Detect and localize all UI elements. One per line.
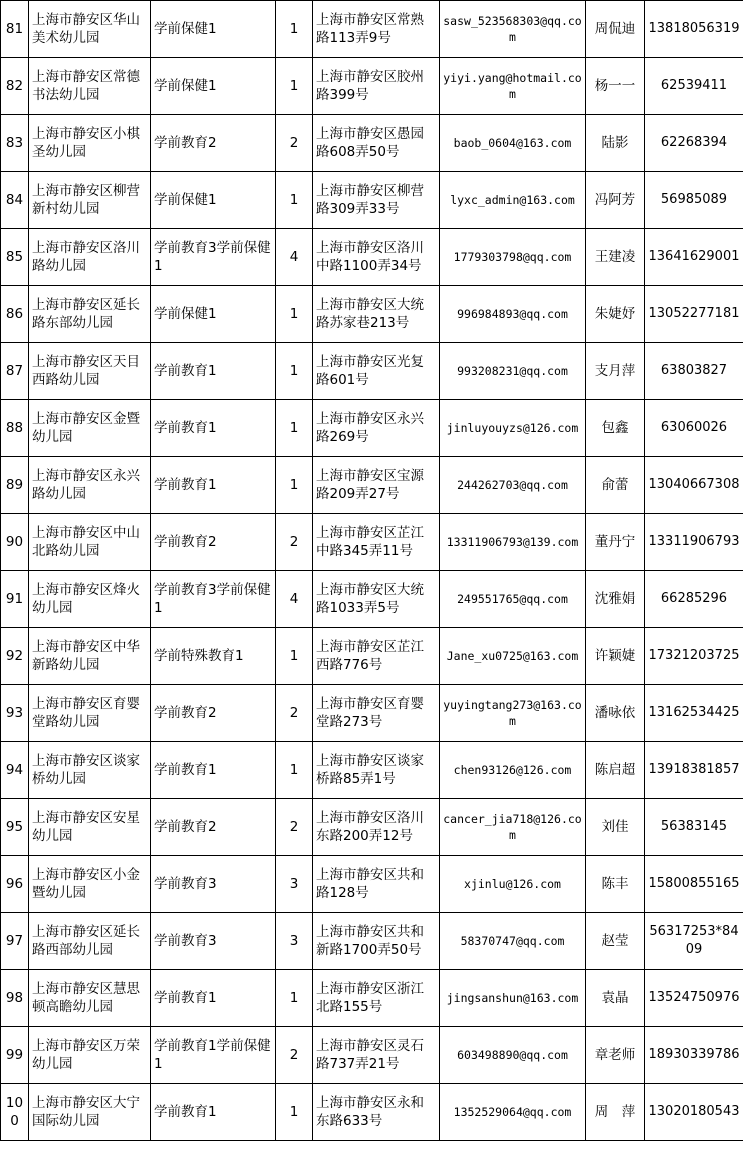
address-cell: 上海市静安区宝源路209弄27号 [313,457,440,514]
discipline-cell: 学前保健1 [151,58,276,115]
row-number-cell: 91 [1,571,29,628]
kindergarten-name-cell: 上海市静安区永兴路幼儿园 [29,457,151,514]
contact-person-cell: 袁晶 [586,970,645,1027]
table-row [1,571,743,628]
table-row [1,343,743,400]
row-number-cell: 99 [1,1027,29,1084]
contact-person-cell: 冯阿芳 [586,172,645,229]
table-row [1,1027,743,1084]
count-cell: 4 [276,571,313,628]
discipline-cell: 学前教育1 [151,343,276,400]
discipline-cell: 学前教育1 [151,400,276,457]
table-row [1,286,743,343]
email-cell: 996984893@qq.com [440,286,586,343]
contact-person-cell: 周 萍 [586,1084,645,1141]
table-body [1,1,743,1141]
address-cell: 上海市静安区共和新路1700弄50号 [313,913,440,970]
count-cell: 2 [276,514,313,571]
phone-cell: 63803827 [645,343,743,400]
count-cell: 1 [276,457,313,514]
kindergarten-name-cell: 上海市静安区中山北路幼儿园 [29,514,151,571]
email-cell: cancer_jia718@126.com [440,799,586,856]
count-cell: 1 [276,1,313,58]
phone-cell: 17321203725 [645,628,743,685]
table-row [1,1,743,58]
phone-cell: 13641629001 [645,229,743,286]
count-cell: 1 [276,400,313,457]
discipline-cell: 学前保健1 [151,172,276,229]
phone-cell: 62539411 [645,58,743,115]
contact-person-cell: 陆影 [586,115,645,172]
address-cell: 上海市静安区灵石路737弄21号 [313,1027,440,1084]
table-row [1,229,743,286]
email-cell: xjinlu@126.com [440,856,586,913]
contact-person-cell: 陈启超 [586,742,645,799]
count-cell: 1 [276,172,313,229]
kindergarten-name-cell: 上海市静安区小金暨幼儿园 [29,856,151,913]
discipline-cell: 学前教育1 [151,742,276,799]
phone-cell: 62268394 [645,115,743,172]
count-cell: 1 [276,343,313,400]
contact-person-cell: 刘佳 [586,799,645,856]
row-number-cell: 89 [1,457,29,514]
discipline-cell: 学前教育3 [151,913,276,970]
phone-cell: 13524750976 [645,970,743,1027]
row-number-cell: 88 [1,400,29,457]
count-cell: 1 [276,286,313,343]
contact-person-cell: 俞蕾 [586,457,645,514]
kindergarten-name-cell: 上海市静安区延长路西部幼儿园 [29,913,151,970]
discipline-cell: 学前教育3学前保健1 [151,229,276,286]
table-row [1,913,743,970]
discipline-cell: 学前教育2 [151,514,276,571]
phone-cell: 15800855165 [645,856,743,913]
contact-person-cell: 董丹宁 [586,514,645,571]
address-cell: 上海市静安区芷江中路345弄11号 [313,514,440,571]
kindergarten-name-cell: 上海市静安区金暨幼儿园 [29,400,151,457]
row-number-cell: 96 [1,856,29,913]
discipline-cell: 学前保健1 [151,286,276,343]
table-row [1,172,743,229]
table-row [1,457,743,514]
discipline-cell: 学前教育1学前保健1 [151,1027,276,1084]
table-row [1,514,743,571]
count-cell: 1 [276,628,313,685]
address-cell: 上海市静安区芷江西路776号 [313,628,440,685]
count-cell: 3 [276,856,313,913]
address-cell: 上海市静安区永和东路633号 [313,1084,440,1141]
count-cell: 4 [276,229,313,286]
kindergarten-name-cell: 上海市静安区育婴堂路幼儿园 [29,685,151,742]
address-cell: 上海市静安区大统路苏家巷213号 [313,286,440,343]
address-cell: 上海市静安区谈家桥路85弄1号 [313,742,440,799]
count-cell: 3 [276,913,313,970]
discipline-cell: 学前教育1 [151,1084,276,1141]
count-cell: 2 [276,115,313,172]
address-cell: 上海市静安区胶州路399号 [313,58,440,115]
contact-person-cell: 赵莹 [586,913,645,970]
discipline-cell: 学前教育2 [151,115,276,172]
kindergarten-name-cell: 上海市静安区洛川路幼儿园 [29,229,151,286]
address-cell: 上海市静安区愚园路608弄50号 [313,115,440,172]
address-cell: 上海市静安区洛川中路1100弄34号 [313,229,440,286]
contact-person-cell: 章老师 [586,1027,645,1084]
discipline-cell: 学前教育3学前保健1 [151,571,276,628]
email-cell: 249551765@qq.com [440,571,586,628]
discipline-cell: 学前教育1 [151,457,276,514]
row-number-cell: 100 [1,1084,29,1141]
table-row [1,400,743,457]
address-cell: 上海市静安区共和路128号 [313,856,440,913]
phone-cell: 13918381857 [645,742,743,799]
kindergarten-name-cell: 上海市静安区华山美术幼儿园 [29,1,151,58]
count-cell: 2 [276,1027,313,1084]
address-cell: 上海市静安区洛川东路200弄12号 [313,799,440,856]
discipline-cell: 学前教育2 [151,799,276,856]
email-cell: lyxc_admin@163.com [440,172,586,229]
count-cell: 1 [276,58,313,115]
phone-cell: 63060026 [645,400,743,457]
table-row [1,799,743,856]
table-row [1,1084,743,1141]
contact-person-cell: 王建凌 [586,229,645,286]
kindergarten-name-cell: 上海市静安区烽火幼儿园 [29,571,151,628]
address-cell: 上海市静安区柳营路309弄33号 [313,172,440,229]
table-row [1,628,743,685]
kindergarten-name-cell: 上海市静安区柳营新村幼儿园 [29,172,151,229]
email-cell: 13311906793@139.com [440,514,586,571]
count-cell: 1 [276,970,313,1027]
table-row [1,115,743,172]
kindergarten-name-cell: 上海市静安区万荣幼儿园 [29,1027,151,1084]
phone-cell: 13040667308 [645,457,743,514]
email-cell: jinluyouyzs@126.com [440,400,586,457]
kindergarten-name-cell: 上海市静安区大宁国际幼儿园 [29,1084,151,1141]
count-cell: 1 [276,742,313,799]
row-number-cell: 82 [1,58,29,115]
count-cell: 1 [276,1084,313,1141]
contact-person-cell: 许颖婕 [586,628,645,685]
email-cell: jingsanshun@163.com [440,970,586,1027]
row-number-cell: 81 [1,1,29,58]
row-number-cell: 90 [1,514,29,571]
contact-person-cell: 陈丰 [586,856,645,913]
phone-cell: 66285296 [645,571,743,628]
address-cell: 上海市静安区大统路1033弄5号 [313,571,440,628]
row-number-cell: 98 [1,970,29,1027]
kindergarten-name-cell: 上海市静安区常德书法幼儿园 [29,58,151,115]
email-cell: yiyi.yang@hotmail.com [440,58,586,115]
table-row [1,58,743,115]
phone-cell: 13020180543 [645,1084,743,1141]
address-cell: 上海市静安区永兴路269号 [313,400,440,457]
email-cell: Jane_xu0725@163.com [440,628,586,685]
discipline-cell: 学前保健1 [151,1,276,58]
phone-cell: 56317253*8409 [645,913,743,970]
contact-person-cell: 周侃迪 [586,1,645,58]
email-cell: baob_0604@163.com [440,115,586,172]
phone-cell: 13052277181 [645,286,743,343]
kindergarten-name-cell: 上海市静安区天目西路幼儿园 [29,343,151,400]
kindergarten-name-cell: 上海市静安区安星幼儿园 [29,799,151,856]
row-number-cell: 97 [1,913,29,970]
contact-person-cell: 包鑫 [586,400,645,457]
row-number-cell: 93 [1,685,29,742]
email-cell: yuyingtang273@163.com [440,685,586,742]
phone-cell: 56985089 [645,172,743,229]
row-number-cell: 86 [1,286,29,343]
table-row [1,742,743,799]
table-row [1,856,743,913]
phone-cell: 56383145 [645,799,743,856]
count-cell: 2 [276,685,313,742]
address-cell: 上海市静安区光复路601号 [313,343,440,400]
count-cell: 2 [276,799,313,856]
phone-cell: 18930339786 [645,1027,743,1084]
email-cell: 993208231@qq.com [440,343,586,400]
email-cell: 244262703@qq.com [440,457,586,514]
contact-person-cell: 支月萍 [586,343,645,400]
contact-person-cell: 沈雅娟 [586,571,645,628]
discipline-cell: 学前教育1 [151,970,276,1027]
address-cell: 上海市静安区浙江北路155号 [313,970,440,1027]
email-cell: 1352529064@qq.com [440,1084,586,1141]
address-cell: 上海市静安区育婴堂路273号 [313,685,440,742]
kindergarten-name-cell: 上海市静安区中华新路幼儿园 [29,628,151,685]
contact-person-cell: 朱婕妤 [586,286,645,343]
contact-person-cell: 杨一一 [586,58,645,115]
row-number-cell: 87 [1,343,29,400]
contact-person-cell: 潘咏依 [586,685,645,742]
kindergarten-name-cell: 上海市静安区延长路东部幼儿园 [29,286,151,343]
email-cell: 1779303798@qq.com [440,229,586,286]
phone-cell: 13311906793 [645,514,743,571]
table-row [1,685,743,742]
kindergarten-name-cell: 上海市静安区慧思顿高瞻幼儿园 [29,970,151,1027]
email-cell: 58370747@qq.com [440,913,586,970]
discipline-cell: 学前教育2 [151,685,276,742]
phone-cell: 13162534425 [645,685,743,742]
email-cell: sasw_523568303@qq.com [440,1,586,58]
row-number-cell: 85 [1,229,29,286]
row-number-cell: 94 [1,742,29,799]
address-cell: 上海市静安区常熟路113弄9号 [313,1,440,58]
email-cell: chen93126@126.com [440,742,586,799]
phone-cell: 13818056319 [645,1,743,58]
email-cell: 603498890@qq.com [440,1027,586,1084]
discipline-cell: 学前特殊教育1 [151,628,276,685]
kindergarten-name-cell: 上海市静安区谈家桥幼儿园 [29,742,151,799]
row-number-cell: 92 [1,628,29,685]
row-number-cell: 95 [1,799,29,856]
discipline-cell: 学前教育3 [151,856,276,913]
row-number-cell: 84 [1,172,29,229]
kindergarten-name-cell: 上海市静安区小棋圣幼儿园 [29,115,151,172]
row-number-cell: 83 [1,115,29,172]
table-row [1,970,743,1027]
